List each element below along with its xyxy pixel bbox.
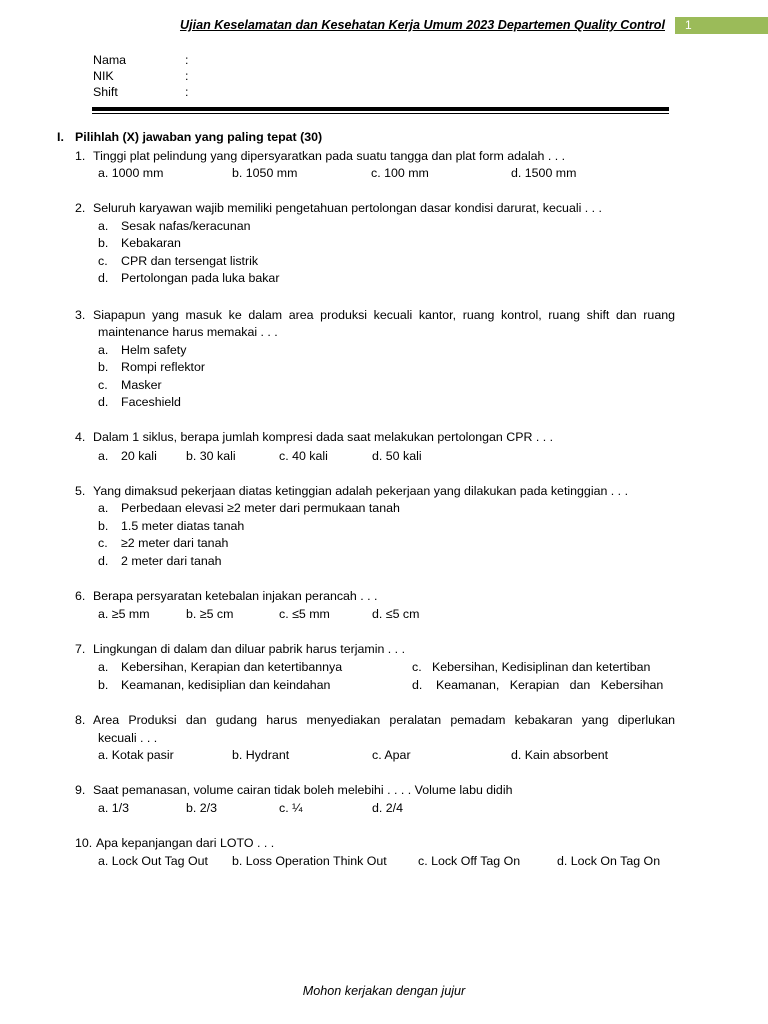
option-b: b. Hydrant — [232, 748, 290, 762]
question-number: 5. — [75, 484, 86, 498]
option-d: d. 2/4 — [372, 801, 404, 815]
option-a: a. ≥5 mm — [98, 607, 150, 621]
field-label-nik: NIK — [93, 69, 114, 83]
section-title: Pilihlah (X) jawaban yang paling tepat (30) — [75, 130, 323, 144]
option-b: b. ≥5 cm — [186, 607, 234, 621]
option-c: c. Lock Off Tag On — [418, 854, 521, 868]
question-text-line2: kecuali . . . — [98, 731, 158, 745]
option-text: 20 kali — [121, 449, 157, 463]
option-text: Keamanan, Kerapian dan Kebersihan — [436, 678, 664, 692]
option-letter: c. — [98, 254, 108, 268]
option-letter: a. — [98, 343, 109, 357]
option-b: b. Loss Operation Think Out — [232, 854, 387, 868]
section-number: I. — [57, 130, 64, 144]
option-d: d. 1500 mm — [511, 166, 577, 180]
page-number-badge: 1 — [675, 17, 768, 34]
option-c: c. ¼ — [279, 801, 303, 815]
option-text: Sesak nafas/keracunan — [121, 219, 251, 233]
option-a: a. 1000 mm — [98, 166, 164, 180]
question-text-line2: maintenance harus memakai . . . — [98, 325, 278, 339]
option-letter: a. — [98, 449, 109, 463]
option-letter: d. — [98, 554, 109, 568]
option-text: Masker — [121, 378, 162, 392]
option-c: c. ≤5 mm — [279, 607, 330, 621]
question-text: Tinggi plat pelindung yang dipersyaratkan pada suatu tangga dan plat form adalah . . . — [93, 149, 566, 163]
option-b: b. 1050 mm — [232, 166, 298, 180]
field-label-shift: Shift — [93, 85, 118, 99]
field-label-nama: Nama — [93, 53, 127, 67]
option-a: a. Kotak pasir — [98, 748, 174, 762]
option-text: CPR dan tersengat listrik — [121, 254, 259, 268]
option-c: c. 40 kali — [279, 449, 328, 463]
question-number: 10. — [75, 836, 93, 850]
option-text: Kebersihan, Kerapian dan ketertibannya — [121, 660, 343, 674]
option-letter: c. — [98, 378, 108, 392]
option-text: Helm safety — [121, 343, 187, 357]
option-text: Rompi reflektor — [121, 360, 206, 374]
option-d: d. Lock On Tag On — [557, 854, 661, 868]
option-d: d. 50 kali — [372, 449, 422, 463]
question-text: Apa kepanjangan dari LOTO . . . — [96, 836, 275, 850]
option-c: c. 100 mm — [371, 166, 429, 180]
question-text: Lingkungan di dalam dan diluar pabrik harus terjamin . . . — [93, 642, 406, 656]
option-letter: a. — [98, 660, 109, 674]
option-text: 1.5 meter diatas tanah — [121, 519, 245, 533]
option-text: Pertolongan pada luka bakar — [121, 271, 280, 285]
question-text: Saat pemanasan, volume cairan tidak boleh melebihi . . . . Volume labu didih — [93, 783, 513, 797]
field-colon: : — [185, 53, 189, 67]
option-letter: b. — [98, 360, 109, 374]
option-letter: b. — [98, 519, 109, 533]
option-letter: d. — [412, 678, 423, 692]
divider-thin — [92, 113, 669, 114]
question-text: Dalam 1 siklus, berapa jumlah kompresi dada saat melakukan pertolongan CPR . . . — [93, 430, 554, 444]
question-number: 3. — [75, 308, 86, 322]
option-text: ≥2 meter dari tanah — [121, 536, 229, 550]
document-header-title: Ujian Keselamatan dan Kesehatan Kerja Umum 2023 Departemen Quality Control — [179, 18, 665, 32]
option-text: Keamanan, kedisiplian dan keindahan — [121, 678, 331, 692]
option-letter: a. — [98, 501, 109, 515]
option-b: b. 2/3 — [186, 801, 218, 815]
option-letter: c. — [98, 536, 108, 550]
question-number: 9. — [75, 783, 86, 797]
question-number: 1. — [75, 149, 86, 163]
option-letter: a. — [98, 219, 109, 233]
question-text-line1: Area Produksi dan gudang harus menyediakan peralatan pemadam kebakaran yang diperlukan — [93, 713, 675, 727]
question-text: Berapa persyaratan ketebalan injakan perancah . . . — [93, 589, 378, 603]
option-d: d. ≤5 cm — [372, 607, 420, 621]
question-text-line1: Siapapun yang masuk ke dalam area produksi kecuali kantor, ruang kontrol, ruang shift dan ruang — [93, 308, 675, 322]
question-number: 6. — [75, 589, 86, 603]
option-text: Faceshield — [121, 395, 181, 409]
option-text: Kebakaran — [121, 236, 181, 250]
option-letter: d. — [98, 271, 109, 285]
question-text: Seluruh karyawan wajib memiliki pengetahuan pertolongan dasar kondisi darurat, kecuali . . . — [93, 201, 602, 215]
question-text: Yang dimaksud pekerjaan diatas ketinggian adalah pekerjaan yang dilakukan pada ketinggian . . . — [93, 484, 629, 498]
option-text: Perbedaan elevasi ≥2 meter dari permukaan tanah — [121, 501, 400, 515]
option-text: Kebersihan, Kedisiplinan dan ketertiban — [432, 660, 651, 674]
option-letter: b. — [98, 236, 109, 250]
option-letter: b. — [98, 678, 109, 692]
divider-thick — [92, 107, 669, 111]
field-colon: : — [185, 85, 189, 99]
question-number: 2. — [75, 201, 86, 215]
option-a: a. Lock Out Tag Out — [98, 854, 208, 868]
option-letter: d. — [98, 395, 109, 409]
option-c: c. Apar — [372, 748, 411, 762]
option-a: a. 1/3 — [98, 801, 130, 815]
question-number: 4. — [75, 430, 86, 444]
option-d: d. Kain absorbent — [511, 748, 609, 762]
option-b: b. 30 kali — [186, 449, 236, 463]
footer-note: Mohon kerjakan dengan jujur — [302, 984, 466, 998]
field-colon: : — [185, 69, 189, 83]
option-letter: c. — [412, 660, 422, 674]
option-text: 2 meter dari tanah — [121, 554, 222, 568]
question-number: 7. — [75, 642, 86, 656]
question-number: 8. — [75, 713, 86, 727]
